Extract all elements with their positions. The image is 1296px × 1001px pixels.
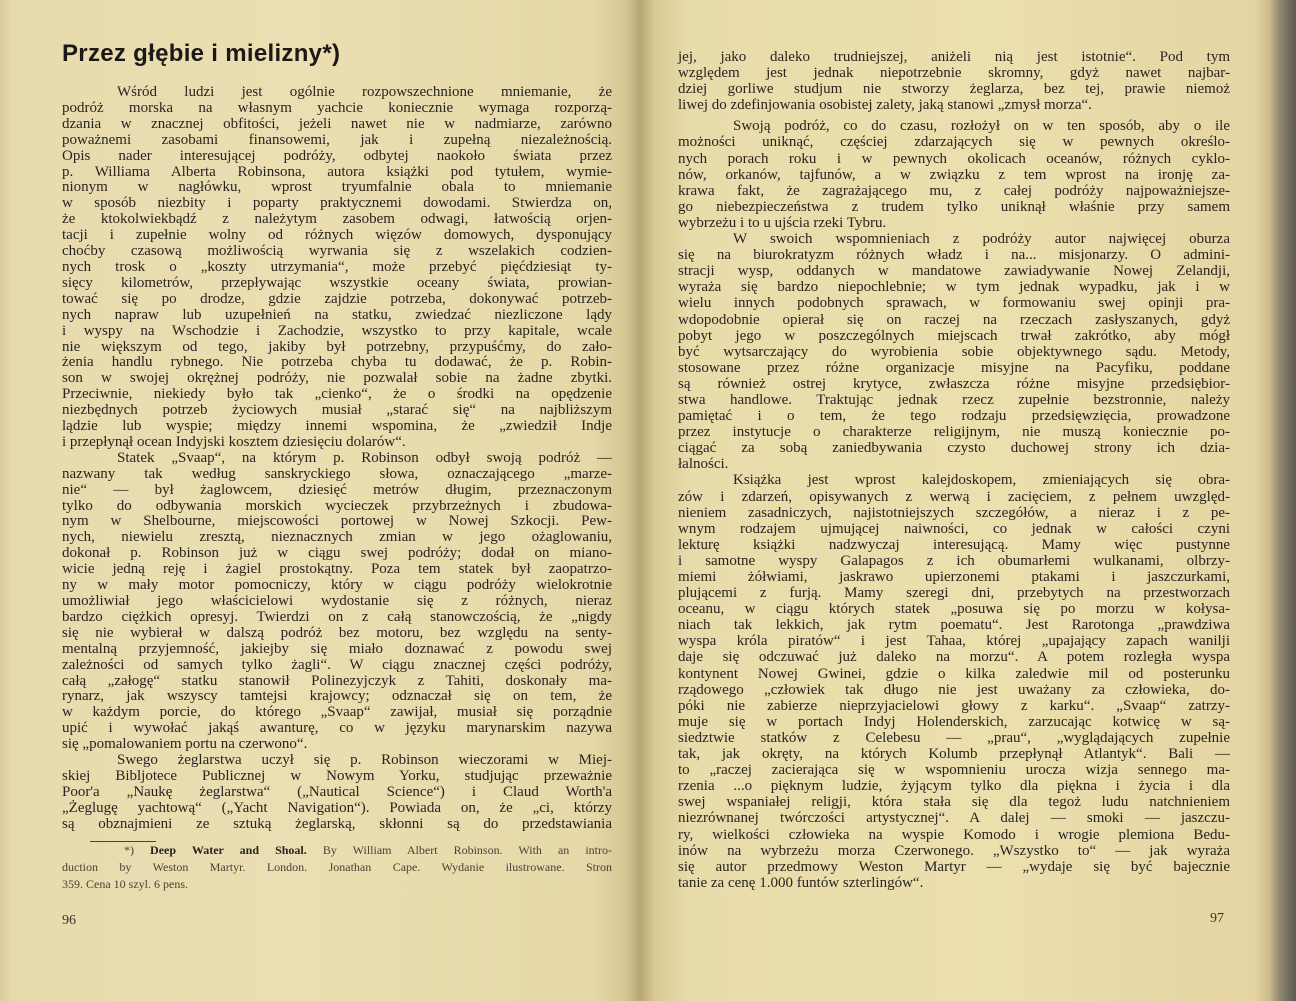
text-line: tanie za cenę 1.000 funtów szterlingów“. — [678, 874, 924, 891]
text-line: nych napraw lub uzupełnień na statku, zwiedzać niezliczone lądy — [62, 306, 612, 323]
text-line: żenia handlu rybnego. Nie potrzeba chyba tu dodawać, że p. Robin- — [62, 354, 612, 371]
text-line: póki nie zabierze nieprzyjacielowi głowy z karku“. „Svaap“ zatrzy- — [678, 697, 1230, 714]
footnote-marker: *) — [124, 843, 134, 857]
paragraph — [678, 118, 1230, 231]
text-line: Wśród ludzi jest ogólnie rozpowszechnione mniemanie, że — [117, 84, 612, 100]
text-line: tować się po drodze, gdzie zajdzie potrzeba, dokonywać potrzeb- — [62, 290, 612, 307]
text-line: dzania w znacznej obfitości, jeżeli nawet nie w nadmiarze, zarówno — [62, 115, 612, 132]
text-line: zależności od samych tylko żagli“. W ciągu znacznej części podróży, — [62, 656, 612, 673]
text-line: umożliwiał jego właścicielowi wydostanie się z różnych, nieraz — [62, 593, 612, 609]
text-line: i samotne wyspy Galapagos z ich obumarłemi wulkanami, olbrzy- — [678, 552, 1230, 569]
text-line: choćby czasową możliwością wyrwania się z wszelakich codzien- — [62, 243, 612, 260]
text-line: ny w mały motor pomocniczy, który w ciągu podróży wielokrotnie — [62, 577, 612, 594]
text-line: tak, jak okręty, na których Kolumb przepłynął Atlantyk“. Bali — — [678, 746, 1230, 763]
text-line: dziej gorliwe studjum nie stworzy żeglarza, bez tej, prawie niemoż — [678, 81, 1230, 98]
text-line: wybrzeżu i to u ujścia rzeki Tybru. — [678, 214, 887, 231]
text-line: wyraża się bardzo niepochlebnie; w tym jednak wypadku, jak i w — [678, 279, 1230, 296]
right-page — [648, 0, 1276, 1001]
text-line: nazwany tak według sanskryckiego słowa, oznaczającego „marze- — [62, 465, 612, 482]
text-line: i przepłynął ocean Indyjski kosztem dziesięciu dolarów“. — [62, 433, 406, 450]
text-line: wnym rodzajem ujmującej naiwności, co jednak w całości czyni — [678, 520, 1230, 537]
text-line: ry, wielkości człowieka na wyspie Komodo i wrogie plemiona Bedu- — [678, 826, 1230, 843]
text-line: pamiętać i o tem, że tego rodzaju przedsięwzięcia, prowadzone — [678, 408, 1230, 425]
text-line: nionym w nagłówku, wprost tryumfalnie obala to mniemanie — [62, 179, 612, 196]
text-line: oceanu, w ciągu których statek „posuwa się po morzu w kołysa- — [678, 601, 1230, 618]
text-line: rzenia ...o pięknym ludzie, żyjącym tylko dla piękna i życia i dla — [678, 778, 1230, 795]
text-line: nie większym od tego, jakiby był potrzebny, przypuśćmy, do zało- — [62, 338, 612, 355]
text-line: w sposób niezbity i poparty praktycznemi dowodami. Stwierdza on, — [62, 195, 612, 212]
text-line: względem jest jednak niepotrzebnie skromny, gdyż nawet najbar- — [678, 65, 1230, 82]
text-line: kontynent Nowej Gwinei, gdzie o kilka zaledwie mil od posterunku — [678, 665, 1230, 682]
text-line: się autor przedmowy Weston Martyr — „wydaje się być bajecznie — [678, 858, 1230, 875]
text-line: Przeciwnie, niekiedy było tak „cienko“, że o środki na opędzenie — [62, 386, 612, 403]
text-line: niezrównanej twórczości artystycznej“. A dalej — smoki — jaszczu- — [678, 810, 1230, 827]
text-line: poważnemi zasobami finansowemi, jak i zupełną niezależnością. — [62, 131, 612, 148]
paragraph — [678, 49, 1230, 113]
text-line: „Żeglugę yachtową“ („Yacht Navigation“). Powiada on, że „ci, którzy — [62, 799, 612, 816]
text-line: upić i wywołać jakąś awanturę, co w języku marynarskim nazywa — [62, 720, 612, 737]
text-line: nym w Shelbourne, miejscowości portowej w Nowej Szkocji. Pew- — [62, 513, 612, 530]
text-line: liwej do zdefinjowania osobistej zalety, jaką stanowi „zmysł morza“. — [678, 97, 1092, 114]
text-line: tacji i zupełnie wolny od różnych więzów domowych, dysponujący — [62, 227, 612, 244]
left-page — [0, 0, 640, 1001]
text-line: swej wspaniałej religji, która stała się dla tegoż ludu natchnieniem — [678, 794, 1230, 811]
page-number: 97 — [1210, 911, 1224, 926]
text-line: krawa fakt, że zagrażającego mu, z całej podróży najpoważniejsze- — [678, 182, 1230, 199]
paragraph — [678, 472, 1230, 890]
text-line: Książka jest wprost kalejdoskopem, zmieniających się obra- — [733, 472, 1230, 489]
text-line: podróż morska na własnym yachcie koniecznie wymaga rozporzą- — [62, 99, 612, 116]
text-line: lądzie lub wyspie; między innemi wspomina, że „zwiedził Indje — [62, 418, 612, 435]
text-line: niach tak lekkich, jak rytm poematu“. Jest Rarotonga „prawdziwa — [678, 617, 1230, 634]
text-line: stosowane przez różne organizacje misyjne na Pacyfiku, poddane — [678, 359, 1230, 376]
footnote — [62, 842, 612, 893]
text-line: wdopodobnie opierał się on raczej na rzeczach zasłyszanych, gdyż — [678, 311, 1230, 328]
text-line: muje się w portach Indyj Holenderskich, zarzucając kotwicę w są- — [678, 713, 1230, 730]
right-text-column — [678, 49, 1230, 891]
text-line: son w swojej okrężnej podróży, nie pozwalał sobie na żadne zbytki. — [62, 370, 612, 387]
text-line: Swego żeglarstwa uczył się p. Robinson wieczorami w Miej- — [117, 752, 612, 769]
text-line: stracji wysp, oddanych w mandatowe zawiadywanie Nowej Zelandji, — [678, 263, 1230, 280]
text-line: nych porach roku i w pewnych okolicach oceanów, różnych cyklo- — [678, 150, 1230, 167]
text-line: ciągać za sobą zaniedbywania czysto duchowej strony ich dzia- — [678, 440, 1230, 457]
text-line: nych trosk o „koszty utrzymania“, może przebyć pięćdziesiąt ty- — [62, 258, 612, 275]
text-line: mentalną przyjemność, jakiejby się miało doznawać z powodu swej — [62, 640, 612, 657]
paragraph — [62, 85, 612, 451]
text-line: bardzo ciężkich opresyj. Twierdzi on z całą stanowczością, że „nigdy — [62, 608, 612, 625]
footnote-line: 359. Cena 10 szyl. 6 pens. — [62, 877, 188, 891]
text-line: W swoich wspomnieniach z podróży autor najwięcej oburza — [733, 231, 1230, 248]
text-line: zów i zdarzeń, opisywanych z werwą i zacięciem, z pełnem uwzględ- — [678, 488, 1230, 505]
text-line: pobyt jego w poszczególnych miejscach trwał zakrótko, aby mógł — [678, 327, 1230, 344]
text-line: Poor'a „Naukę żeglarstwa“ („Nautical Science“) i Claud Worth'a — [62, 783, 612, 800]
text-line: daje się odczuwać już daleko na morzu“. A potem rozległa wyspa — [678, 649, 1230, 666]
text-line: nych, niewielu zresztą, nieznacznych zmian w jego ożaglowaniu, — [62, 529, 612, 546]
text-line: są obznajmieni ze sztuką żeglarską, skłonni są do przedstawiania — [62, 815, 612, 832]
text-line: się „pomalowaniem portu na czerwono“. — [62, 736, 308, 753]
paragraph — [62, 753, 612, 833]
text-line: nie“ — był żaglowcem, dziesięć metrów długim, przeznaczonym — [62, 481, 612, 498]
text-line: i wyspy na Wschodzie i Zachodzie, wszystko to przy kapitale, wcale — [62, 322, 612, 339]
text-line: go niebezpieczeństwa z trudem tylko uniknął właśnie przy samem — [678, 198, 1230, 215]
text-line: w każdym porcie, do którego „Svaap“ zawijał, musiał się porządnie — [62, 704, 612, 721]
text-line: miemi żółwiami, jaskrawo upierzonemi ptakami i jaszczurkami, — [678, 569, 1230, 585]
text-line: całą „załogę“ statku stanowił Polinezyjczyk z Tahiti, doskonały ma- — [62, 672, 612, 689]
text-line: wielu innych podobnych sprawach, w formowaniu swej opinji pra- — [678, 295, 1230, 312]
text-line: stwa handlowe. Traktując jednak rzecz zupełnie bezstronnie, należy — [678, 391, 1230, 408]
text-line: skiej Bibljotece Publicznej w Nowym Yorku, studjując przeważnie — [62, 767, 612, 784]
text-line: plującemi z furją. Mamy szeregi dni, przebytych na przestworzach — [678, 585, 1230, 602]
text-line: jej, jako daleko trudniejszej, aniżeli nią jest istotnie“. Pod tym — [678, 49, 1230, 65]
footnote-line: duction by Weston Martyr. London. Jonathan Cape. Wydanie ilustrowane. Stron — [62, 860, 612, 874]
text-line: siedztwie statków z Celebesu — „prau“, „wyglądających zupełnie — [678, 729, 1230, 746]
text-line: łalności. — [678, 456, 729, 473]
paragraph — [62, 451, 612, 753]
text-line: rządowego „człowiek tak długo nie jest uważany za człowieka, do- — [678, 681, 1230, 698]
text-line: to „raczej zacierająca się w wspomnieniu urocza wizja sennego ma- — [678, 762, 1230, 779]
text-line: tylko do odbywania morskich wycieczek przybrzeżnych i zbudowa- — [62, 497, 612, 514]
text-line: inów na wybrzeżu morza Czerwonego. „Wszystko to“ — jak wyraża — [678, 842, 1230, 859]
paragraph — [678, 231, 1230, 472]
text-line: wicie jedną reję i żagiel prostokątny. Poza tem statek był zaopatrzo- — [62, 561, 612, 578]
text-line: Opis nader interesującej podróży, odbytej naokoło świata przez — [62, 147, 612, 164]
footnote-line — [62, 842, 612, 859]
text-line: wyspa króla piratów“ i jest Tahaa, której „upajający zapach wanilji — [678, 633, 1230, 650]
text-line: Swoją podróż, co do czasu, rozłożył on w ten sposób, aby o ile — [733, 118, 1230, 135]
text-line: Statek „Svaap“, na którym p. Robinson odbył swoją podróż — — [117, 449, 612, 466]
footnote-text: By William Albert Robinson. With an intro- — [322, 843, 612, 857]
footnote-book-title: Deep Water and Shoal. — [150, 843, 307, 857]
text-line: lekturę książki nadzwyczaj interesującą. Mamy więc pustynne — [678, 536, 1230, 553]
text-line: nów, orkanów, tajfunów, a w związku z tem wprost na ironję za- — [678, 166, 1230, 183]
text-line: przez instytucje o charakterze religijnym, nie muszą koniecznie po- — [678, 424, 1230, 441]
text-line: że ktokolwiekbądź z należytym zasobem odwagi, łatwością orjen- — [62, 211, 612, 228]
text-line: dokonał p. Robinson już w ciągu swej podróży; dodał on miano- — [62, 545, 612, 562]
text-line: są również ostrej krytyce, zwłaszcza różne misyjne przedsiębior- — [678, 375, 1230, 392]
text-line: być wytsarczający do wyrobienia sobie objektywnego sądu. Metody, — [678, 343, 1230, 360]
text-line: rynarz, jak wszyscy tamtejsi krajowcy; odznaczał się on tem, że — [62, 688, 612, 705]
text-line: niezbędnych potrzeb życiowych musiał „starać się“ na najbliższym — [62, 402, 612, 419]
text-line: nieniem zasadniczych, najistotniejszych szczegółów, a nieraz i z pe- — [678, 504, 1230, 521]
text-line: się nie wybierał w dalszą podróż bez motoru, bez względu na senty- — [62, 624, 612, 641]
article-title: Przez głębie i mielizny*) — [62, 40, 341, 67]
page-number: 96 — [62, 913, 76, 928]
text-line: się na biurokratyzm różnych władz i na... misjonarzy. O admini- — [678, 247, 1230, 264]
text-line: sięcy kilometrów, przepływając wszystkie oceany świata, prowian- — [62, 274, 612, 291]
text-line: możności uniknąć, częściej zdarzających się w pewnych określo- — [678, 134, 1230, 151]
text-line: p. Williama Alberta Robinsona, autora książki pod tytułem, wymie- — [62, 163, 612, 180]
left-text-column — [62, 85, 612, 833]
